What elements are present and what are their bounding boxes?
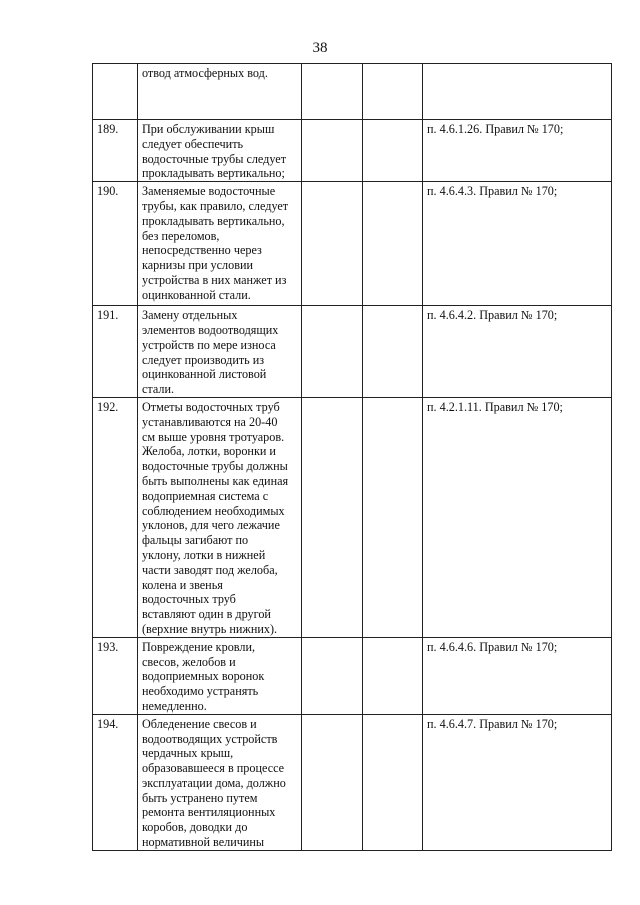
reference-cell: п. 4.6.4.3. Правил № 170; [423, 182, 612, 306]
requirement-text: Отметы водосточных труб устанавливаются на 20-40 см выше уровня тротуаров. Желоба, лотки, воронки и водосточные трубы должны быть выполнены как единая водоприемная система с соблюдением необходимых уклонов, для чего лежачие фальцы загибают по уклону, лотки в нижней части заводят под желоба, колена и звенья водосточных труб вставляют один в другой (верхние внутрь нижних). [138, 397, 302, 637]
row-number: 193. [93, 637, 138, 714]
table-row [93, 64, 612, 120]
table-row [93, 637, 612, 714]
requirement-text: При обслуживании крыш следует обеспечить водосточные трубы следует прокладывать вертикально; [138, 120, 302, 182]
empty-cell [363, 182, 423, 306]
empty-cell [302, 182, 363, 306]
empty-cell [363, 64, 423, 120]
empty-cell [302, 397, 363, 637]
row-number: 190. [93, 182, 138, 306]
empty-cell [302, 714, 363, 850]
table-row [93, 397, 612, 637]
reference-cell: п. 4.6.1.26. Правил № 170; [423, 120, 612, 182]
table-row [93, 182, 612, 306]
reference-cell: п. 4.6.4.2. Правил № 170; [423, 306, 612, 398]
row-number: 192. [93, 397, 138, 637]
table-row [93, 120, 612, 182]
empty-cell [363, 306, 423, 398]
empty-cell [363, 637, 423, 714]
empty-cell [302, 637, 363, 714]
empty-cell [302, 120, 363, 182]
row-number [93, 64, 138, 120]
row-number: 194. [93, 714, 138, 850]
empty-cell [363, 714, 423, 850]
reference-cell [423, 64, 612, 120]
table-row [93, 714, 612, 850]
row-number: 189. [93, 120, 138, 182]
reference-cell: п. 4.6.4.6. Правил № 170; [423, 637, 612, 714]
empty-cell [363, 397, 423, 637]
reference-cell: п. 4.6.4.7. Правил № 170; [423, 714, 612, 850]
empty-cell [302, 306, 363, 398]
requirement-text: Заменяемые водосточные трубы, как правило, следует прокладывать вертикально, без переломов, непосредственно через карнизы при условии устройства в них манжет из оцинкованной стали. [138, 182, 302, 306]
empty-cell [302, 64, 363, 120]
requirement-text: отвод атмосферных вод. [138, 64, 302, 120]
reference-cell: п. 4.2.1.11. Правил № 170; [423, 397, 612, 637]
empty-cell [363, 120, 423, 182]
requirement-text: Замену отдельных элементов водоотводящих устройств по мере износа следует производить из оцинкованной листовой стали. [138, 306, 302, 398]
table-row [93, 306, 612, 398]
requirement-text: Повреждение кровли, свесов, желобов и водоприемных воронок необходимо устранять немедленно. [138, 637, 302, 714]
requirement-text: Обледенение свесов и водоотводящих устройств чердачных крыш, образовавшееся в процессе эксплуатации дома, должно быть устранено путем ремонта вентиляционных коробов, доводки до нормативной величины [138, 714, 302, 850]
requirements-table [92, 63, 612, 851]
row-number: 191. [93, 306, 138, 398]
page-number: 38 [312, 40, 328, 56]
